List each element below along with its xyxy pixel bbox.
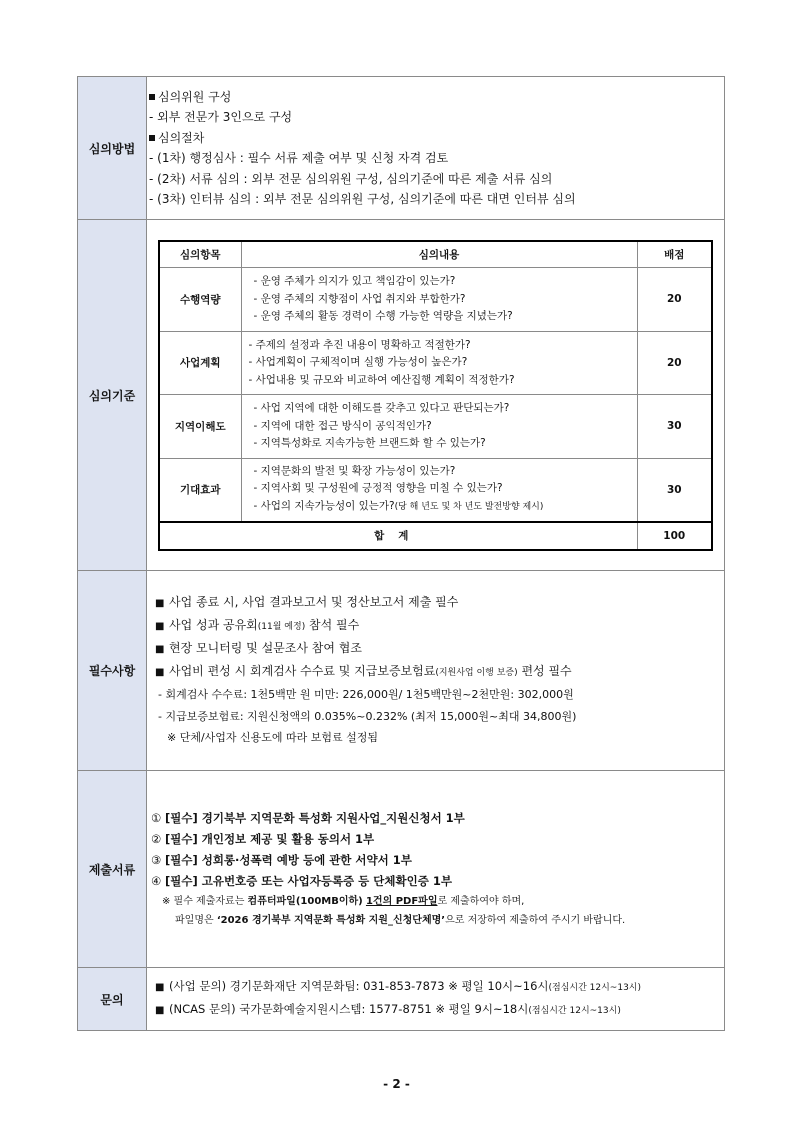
method-label: 심의방법 [78, 77, 147, 220]
method-row [78, 77, 725, 220]
document-item: ④ [필수] 고유번호증 또는 사업자등록증 등 단체확인증 1부 [151, 874, 452, 888]
square-bullet-icon: ■ [155, 620, 165, 632]
square-bullet-icon: ■ [155, 666, 165, 678]
criteria-label: 심의기준 [78, 220, 147, 571]
square-bullet-icon: ■ [155, 644, 165, 656]
documents-content [147, 771, 725, 968]
method-line: - (1차) 행정심사 : 필수 서류 제출 여부 및 신청 자격 검토 [149, 151, 449, 165]
criteria-item-score: 20 [637, 331, 712, 395]
criteria-row-plan [159, 331, 712, 395]
documents-note: ※ 필수 제출자료는 컴퓨터파일(100MB이하) 1건의 PDF파일로 제출하여야 하며, [162, 896, 525, 907]
method-line: - (3차) 인터뷰 심의 : 외부 전문 심의위원 구성, 심의기준에 따른 대면 인터뷰 심의 [149, 192, 576, 206]
method-line: - 외부 전문가 3인으로 구성 [149, 110, 293, 124]
criteria-item-score: 30 [637, 458, 712, 522]
documents-note: 파일명은 ‘2026 경기북부 지역문화 특성화 지원_신청단체명’으로 저장하여 제출하여 주시기 바랍니다. [175, 915, 626, 926]
square-bullet-icon [149, 94, 155, 100]
document-item: ② [필수] 개인정보 제공 및 활용 동의서 1부 [151, 832, 375, 846]
criteria-item-name: 지역이해도 [159, 395, 241, 459]
criteria-header-content: 심의내용 [241, 241, 637, 268]
required-row [78, 571, 725, 771]
required-label: 필수사항 [78, 571, 147, 771]
inquiry-line: ■ (NCAS 문의) 국가문화예술지원시스템: 1577-8751 ※ 평일 9시~18시(점심시간 12시~13시) [151, 999, 724, 1023]
method-line: 심의위원 구성 [149, 87, 724, 108]
criteria-row-effect [159, 458, 712, 522]
criteria-item-score: 20 [637, 268, 712, 332]
square-bullet-icon: ■ [155, 1005, 165, 1016]
criteria-item-score: 30 [637, 395, 712, 459]
criteria-header-row [159, 241, 712, 268]
square-bullet-icon [149, 135, 155, 141]
criteria-header-score: 배점 [637, 241, 712, 268]
page-number: - 2 - [383, 1077, 410, 1091]
method-content [147, 77, 725, 220]
criteria-item-desc: - 지역문화의 발전 및 확장 가능성이 있는가? - 지역사회 및 구성원에 긍정적 영향을 미칠 수 있는가? - 사업의 지속가능성이 있는가?(당 해 년도 및 차 년도 발전방향 제시) [241, 458, 637, 522]
criteria-total-label: 합계 [159, 522, 637, 550]
criteria-item-desc: - 주제의 설정과 추진 내용이 명확하고 적절한가? - 사업계획이 구체적이며 실행 가능성이 높은가? - 사업내용 및 규모와 비교하여 예산집행 계획이 적정한가? [241, 331, 637, 395]
criteria-table [158, 240, 713, 551]
info-table [77, 76, 725, 1031]
square-bullet-icon: ■ [155, 598, 165, 610]
required-note: ※ 단체/사업자 신용도에 따라 보험료 설정됨 [167, 731, 379, 745]
inquiry-content [147, 968, 725, 1031]
required-item: ■ 현장 모니터링 및 설문조사 참여 협조 [151, 638, 724, 661]
required-item: ■ 사업 종료 시, 사업 결과보고서 및 정산보고서 제출 필수 [151, 592, 724, 615]
required-item: ■ 사업비 편성 시 회계검사 수수료 및 지급보증보험료(지원사업 이행 보증) 편성 필수 [151, 661, 724, 685]
criteria-row-understanding [159, 395, 712, 459]
inquiry-row [78, 968, 725, 1031]
criteria-item-name: 기대효과 [159, 458, 241, 522]
criteria-content [147, 220, 725, 571]
method-line: - (2차) 서류 심의 : 외부 전문 심의위원 구성, 심의기준에 따른 제출 서류 심의 [149, 171, 553, 186]
documents-row [78, 771, 725, 968]
criteria-total-row [159, 522, 712, 550]
document-item: ③ [필수] 성희롱·성폭력 예방 등에 관한 서약서 1부 [151, 853, 412, 867]
required-item: ■ 사업 성과 공유회(11월 예정) 참석 필수 [151, 615, 724, 639]
document-item: ① [필수] 경기북부 지역문화 특성화 지원사업_지원신청서 1부 [151, 811, 465, 825]
inquiry-line: ■ (사업 문의) 경기문화재단 지역문화팀: 031-853-7873 ※ 평일 10시~16시(점심시간 12시~13시) [151, 976, 724, 1000]
criteria-item-name: 사업계획 [159, 331, 241, 395]
criteria-item-name: 수행역량 [159, 268, 241, 332]
criteria-total-score: 100 [637, 522, 712, 550]
criteria-row [78, 220, 725, 571]
square-bullet-icon: ■ [155, 981, 165, 993]
documents-label: 제출서류 [78, 771, 147, 968]
criteria-item-desc: - 운영 주체가 의지가 있고 책임감이 있는가? - 운영 주체의 지향점이 사업 취지와 부합한가? - 운영 주체의 활동 경력이 수행 가능한 역량을 지녔는가? [241, 268, 637, 332]
criteria-header-item: 심의항목 [159, 241, 241, 268]
required-content [147, 571, 725, 771]
required-subitem: - 회계검사 수수료: 1천5백만 원 미만: 226,000원/ 1천5백만원~2천만원: 302,000원 [158, 688, 574, 702]
method-line: 심의절차 [149, 128, 724, 149]
criteria-note: (당 해 년도 및 차 년도 발전방향 제시) [394, 501, 544, 512]
criteria-item-desc: - 사업 지역에 대한 이해도를 갖추고 있다고 판단되는가? - 지역에 대한 접근 방식이 공익적인가? - 지역특성화로 지속가능한 브랜드화 할 수 있는가? [241, 395, 637, 459]
criteria-row-capability [159, 268, 712, 332]
inquiry-label: 문의 [78, 968, 147, 1031]
required-subitem: - 지급보증보험료: 지원신청액의 0.035%~0.232% (최저 15,000원~최대 34,800원) [158, 709, 577, 723]
